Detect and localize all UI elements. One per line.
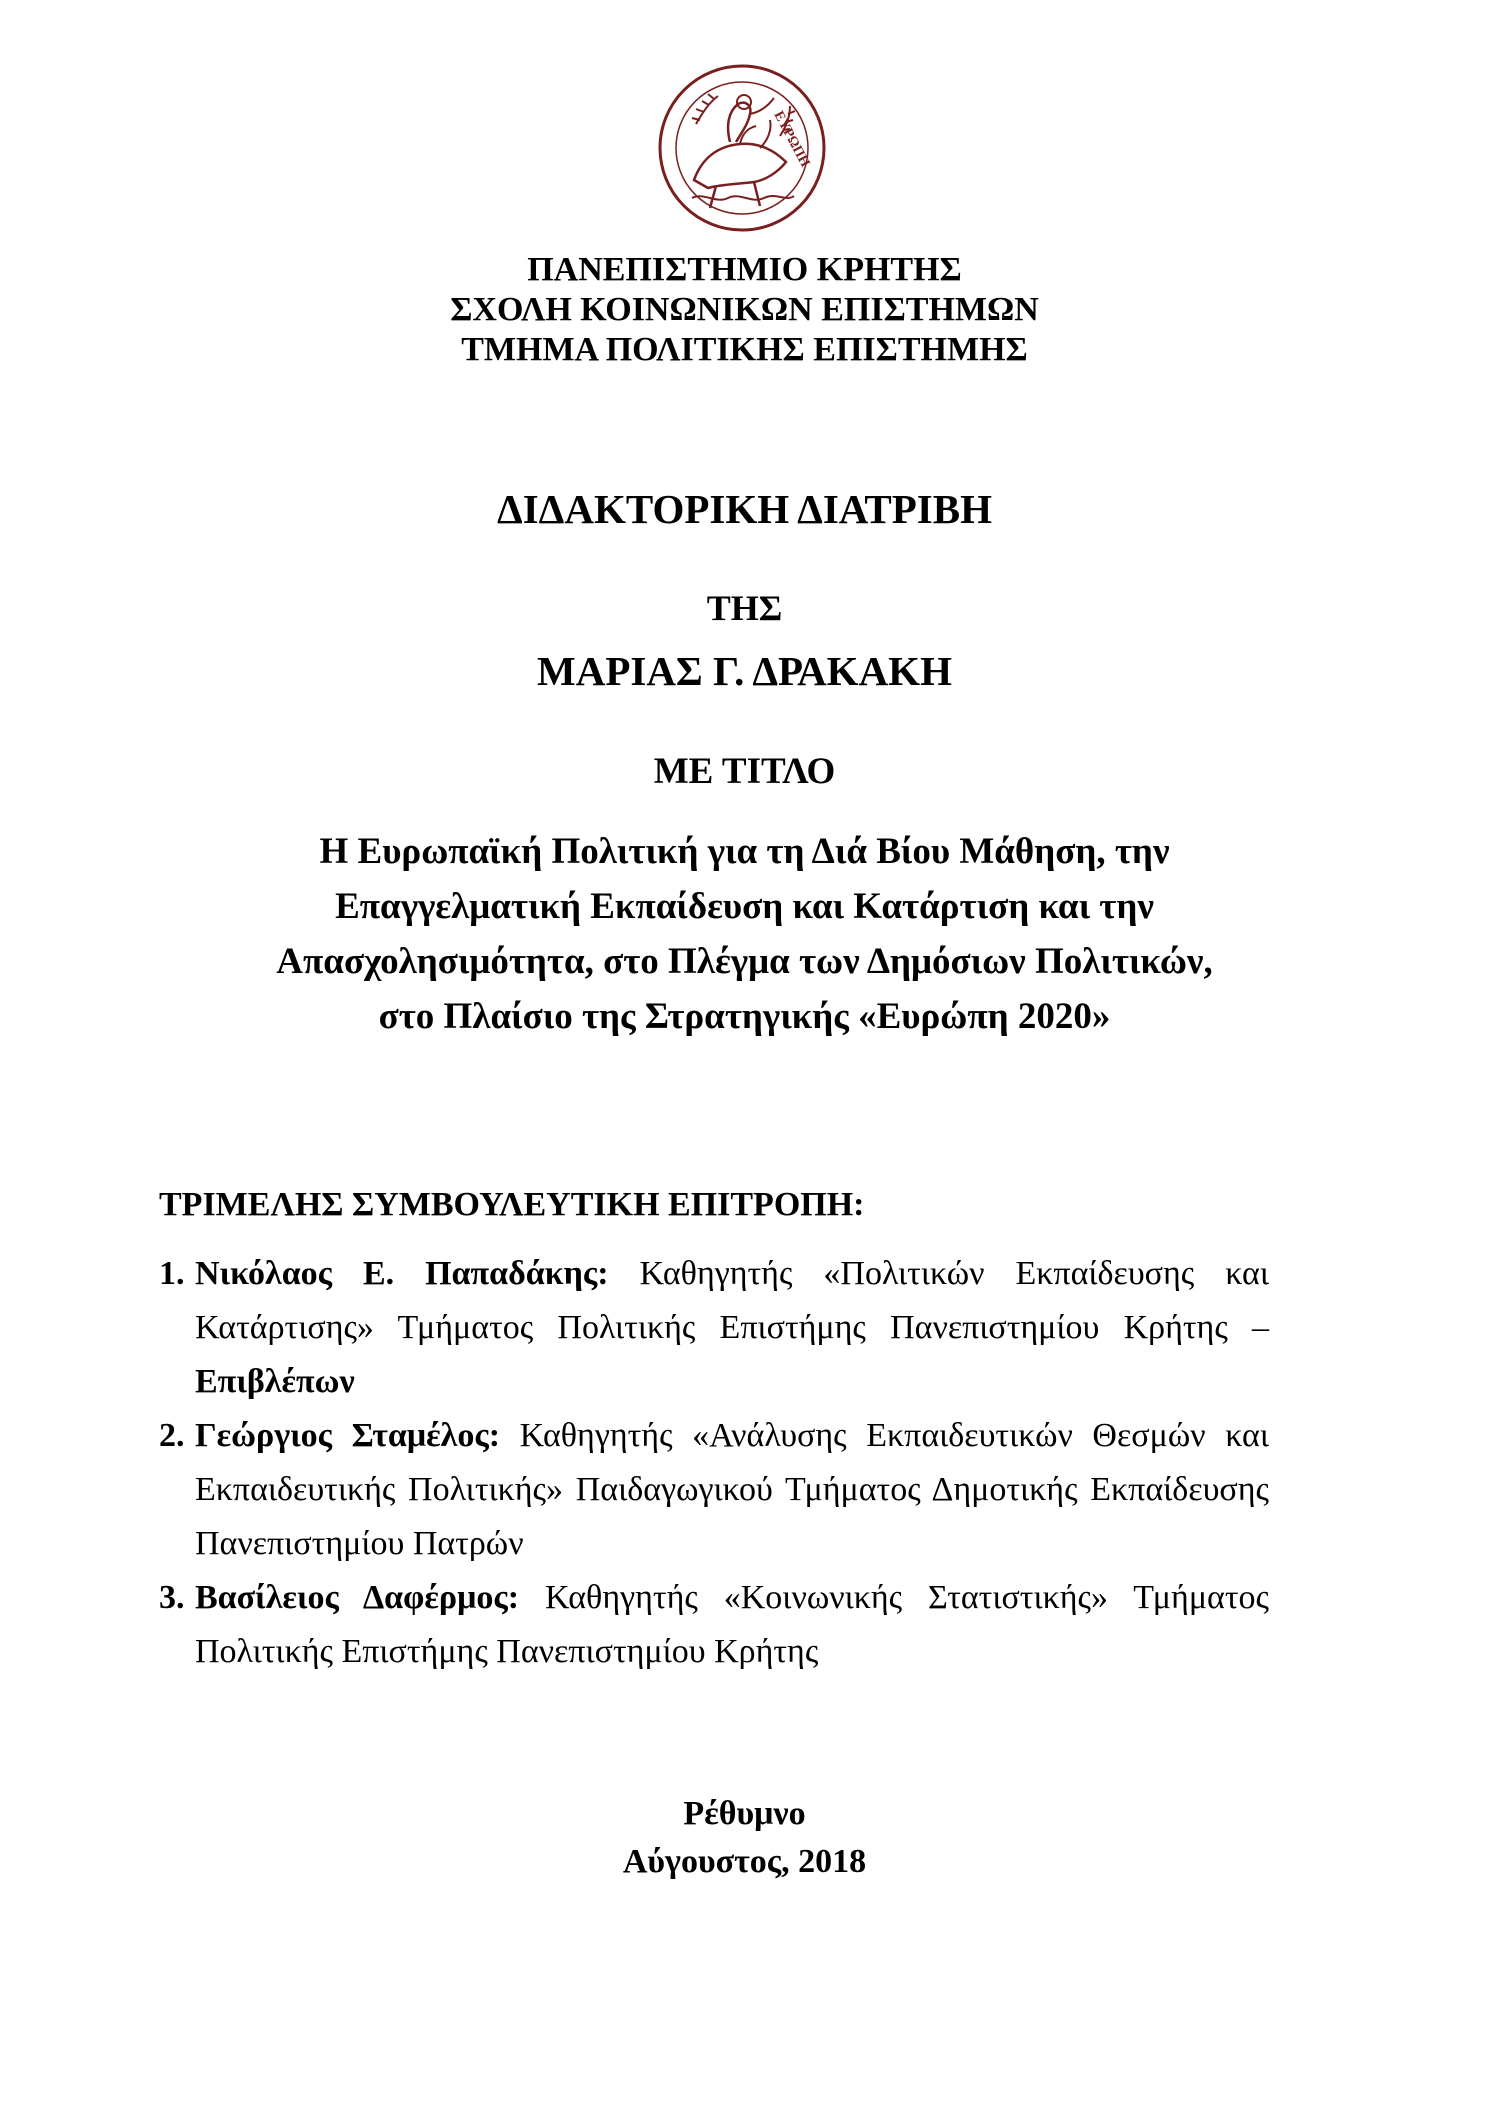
institution-block [0,250,1489,370]
committee-heading: ΤΡΙΜΕΛΗΣ ΣΥΜΒΟΥΛΕΥΤΙΚΗ ΕΠΙΤΡΟΠΗ: [159,1186,865,1223]
footer [0,1790,1489,1886]
member-description: Καθηγητής «Πολιτικών Εκπαίδευσης και Κατάρτισης» Τμήματος Πολιτικής Επιστήμης Πανεπιστημίου Κρήτης – [195,1255,1269,1346]
title-line: Απασχολησιμότητα, στο Πλέγμα των Δημόσιων Πολιτικών, [276,941,1213,982]
committee-member [159,1247,1269,1409]
title-label: ΜΕ ΤΙΤΛΟ [653,751,836,792]
committee-member [159,1409,1269,1571]
title-line: στο Πλαίσιο της Στρατηγικής «Ευρώπη 2020» [378,996,1111,1037]
member-description: Καθηγητής «Ανάλυσης Εκπαιδευτικών Θεσμών και Εκπαιδευτικής Πολιτικής» Παιδαγωγικού Τμήματος Δημοτικής Εκπαίδευσης Πανεπιστημίου Πατρών [195,1417,1269,1562]
member-name: Νικόλαος Ε. Παπαδάκης: [195,1255,609,1292]
document-type: ΔΙΔΑΚΤΟΡΙΚΗ ΔΙΑΤΡΙΒΗ [496,486,992,532]
university-seal-icon [656,62,828,234]
member-description: Καθηγητής «Κοινωνικής Στατιστικής» Τμήματος Πολιτικής Επιστήμης Πανεπιστημίου Κρήτης [195,1579,1269,1670]
member-number: 3. [159,1579,185,1616]
school-name: ΣΧΟΛΗ ΚΟΙΝΩΝΙΚΩΝ ΕΠΙΣΤΗΜΩΝ [450,291,1039,328]
university-name: ΠΑΝΕΠΙΣΤΗΜΙΟ ΚΡΗΤΗΣ [527,251,962,288]
author-name: ΜΑΡΙΑΣ Γ. ΔΡΑΚΑΚΗ [537,648,952,694]
thesis-title [0,824,1489,1044]
member-number: 2. [159,1417,185,1454]
seal-text: ΕΥΡΩΠΗ [770,108,813,170]
title-line: Επαγγελματική Εκπαίδευση και Κατάρτιση και την [335,886,1154,927]
place: Ρέθυμνο [683,1795,806,1832]
title-line: Η Ευρωπαϊκή Πολιτική για τη Διά Βίου Μάθηση, την [319,831,1170,872]
committee-member [159,1571,1269,1679]
department-name: ΤΜΗΜΑ ΠΟΛΙΤΙΚΗΣ ΕΠΙΣΤΗΜΗΣ [461,331,1028,368]
committee-members-list [159,1247,1269,1679]
of-label: ΤΗΣ [706,588,783,628]
member-role: Επιβλέπων [195,1363,355,1400]
member-number: 1. [159,1255,185,1292]
member-name: Βασίλειος Δαφέρμος: [195,1579,520,1616]
member-name: Γεώργιος Σταμέλος: [195,1417,501,1454]
date: Αύγουστος, 2018 [622,1843,867,1880]
